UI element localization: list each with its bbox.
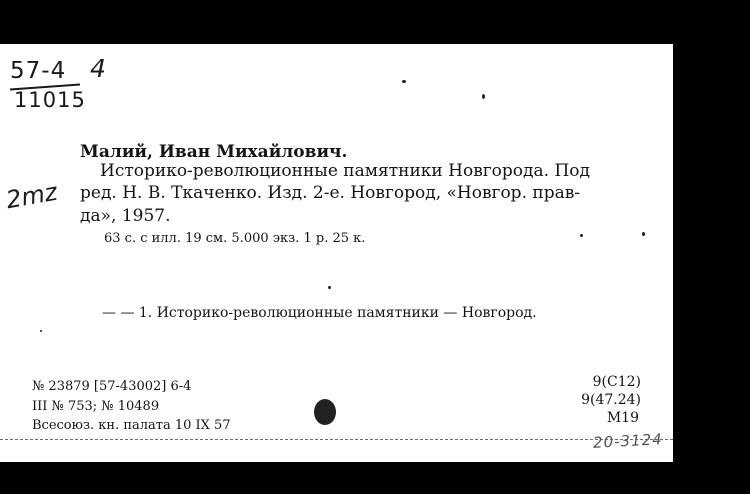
title-line: ред. Н. В. Ткаченко. Изд. 2-е. Новгород, «Новгор. прав- [80,183,581,203]
scan-speck [402,80,406,83]
ink-blot [314,399,336,425]
scan-speck [580,234,583,237]
catalog-card [0,44,673,462]
card-number-line: № 23879 [57-43002] 6-4 [32,379,192,394]
title-line: Историко-революционные памятники Новгорода. Под [100,161,590,181]
handwritten-shelfmark: 57-4 [10,58,67,84]
publisher-chamber-line: Всесоюз. кн. палата 10 IX 57 [32,418,231,433]
registry-number-line: III № 753; № 10489 [32,399,160,414]
handwritten-corner-note: 20-3124 [592,430,664,452]
handwritten-margin-note: 2mz [3,177,60,215]
title-line: да», 1957. [80,206,171,226]
scan-speck [482,94,485,99]
card-edge-dashed-line [0,439,673,440]
classification-code: 9(С12) [592,374,641,390]
author-mark: М19 [606,410,639,426]
handwritten-accession-number: 11015 [14,88,86,112]
collation-line: 63 с. с илл. 19 см. 5.000 экз. 1 р. 25 к. [104,231,366,246]
classification-code: 9(47.24) [581,392,641,408]
author-heading: Малий, Иван Михайлович. [80,142,348,162]
subject-tracing: — — 1. Историко-революционные памятники — Новгород. [102,305,537,321]
handwritten-shelfmark-suffix: 4 [90,54,106,83]
scan-speck [40,330,42,332]
scan-speck [642,232,645,236]
scan-speck [328,286,331,289]
